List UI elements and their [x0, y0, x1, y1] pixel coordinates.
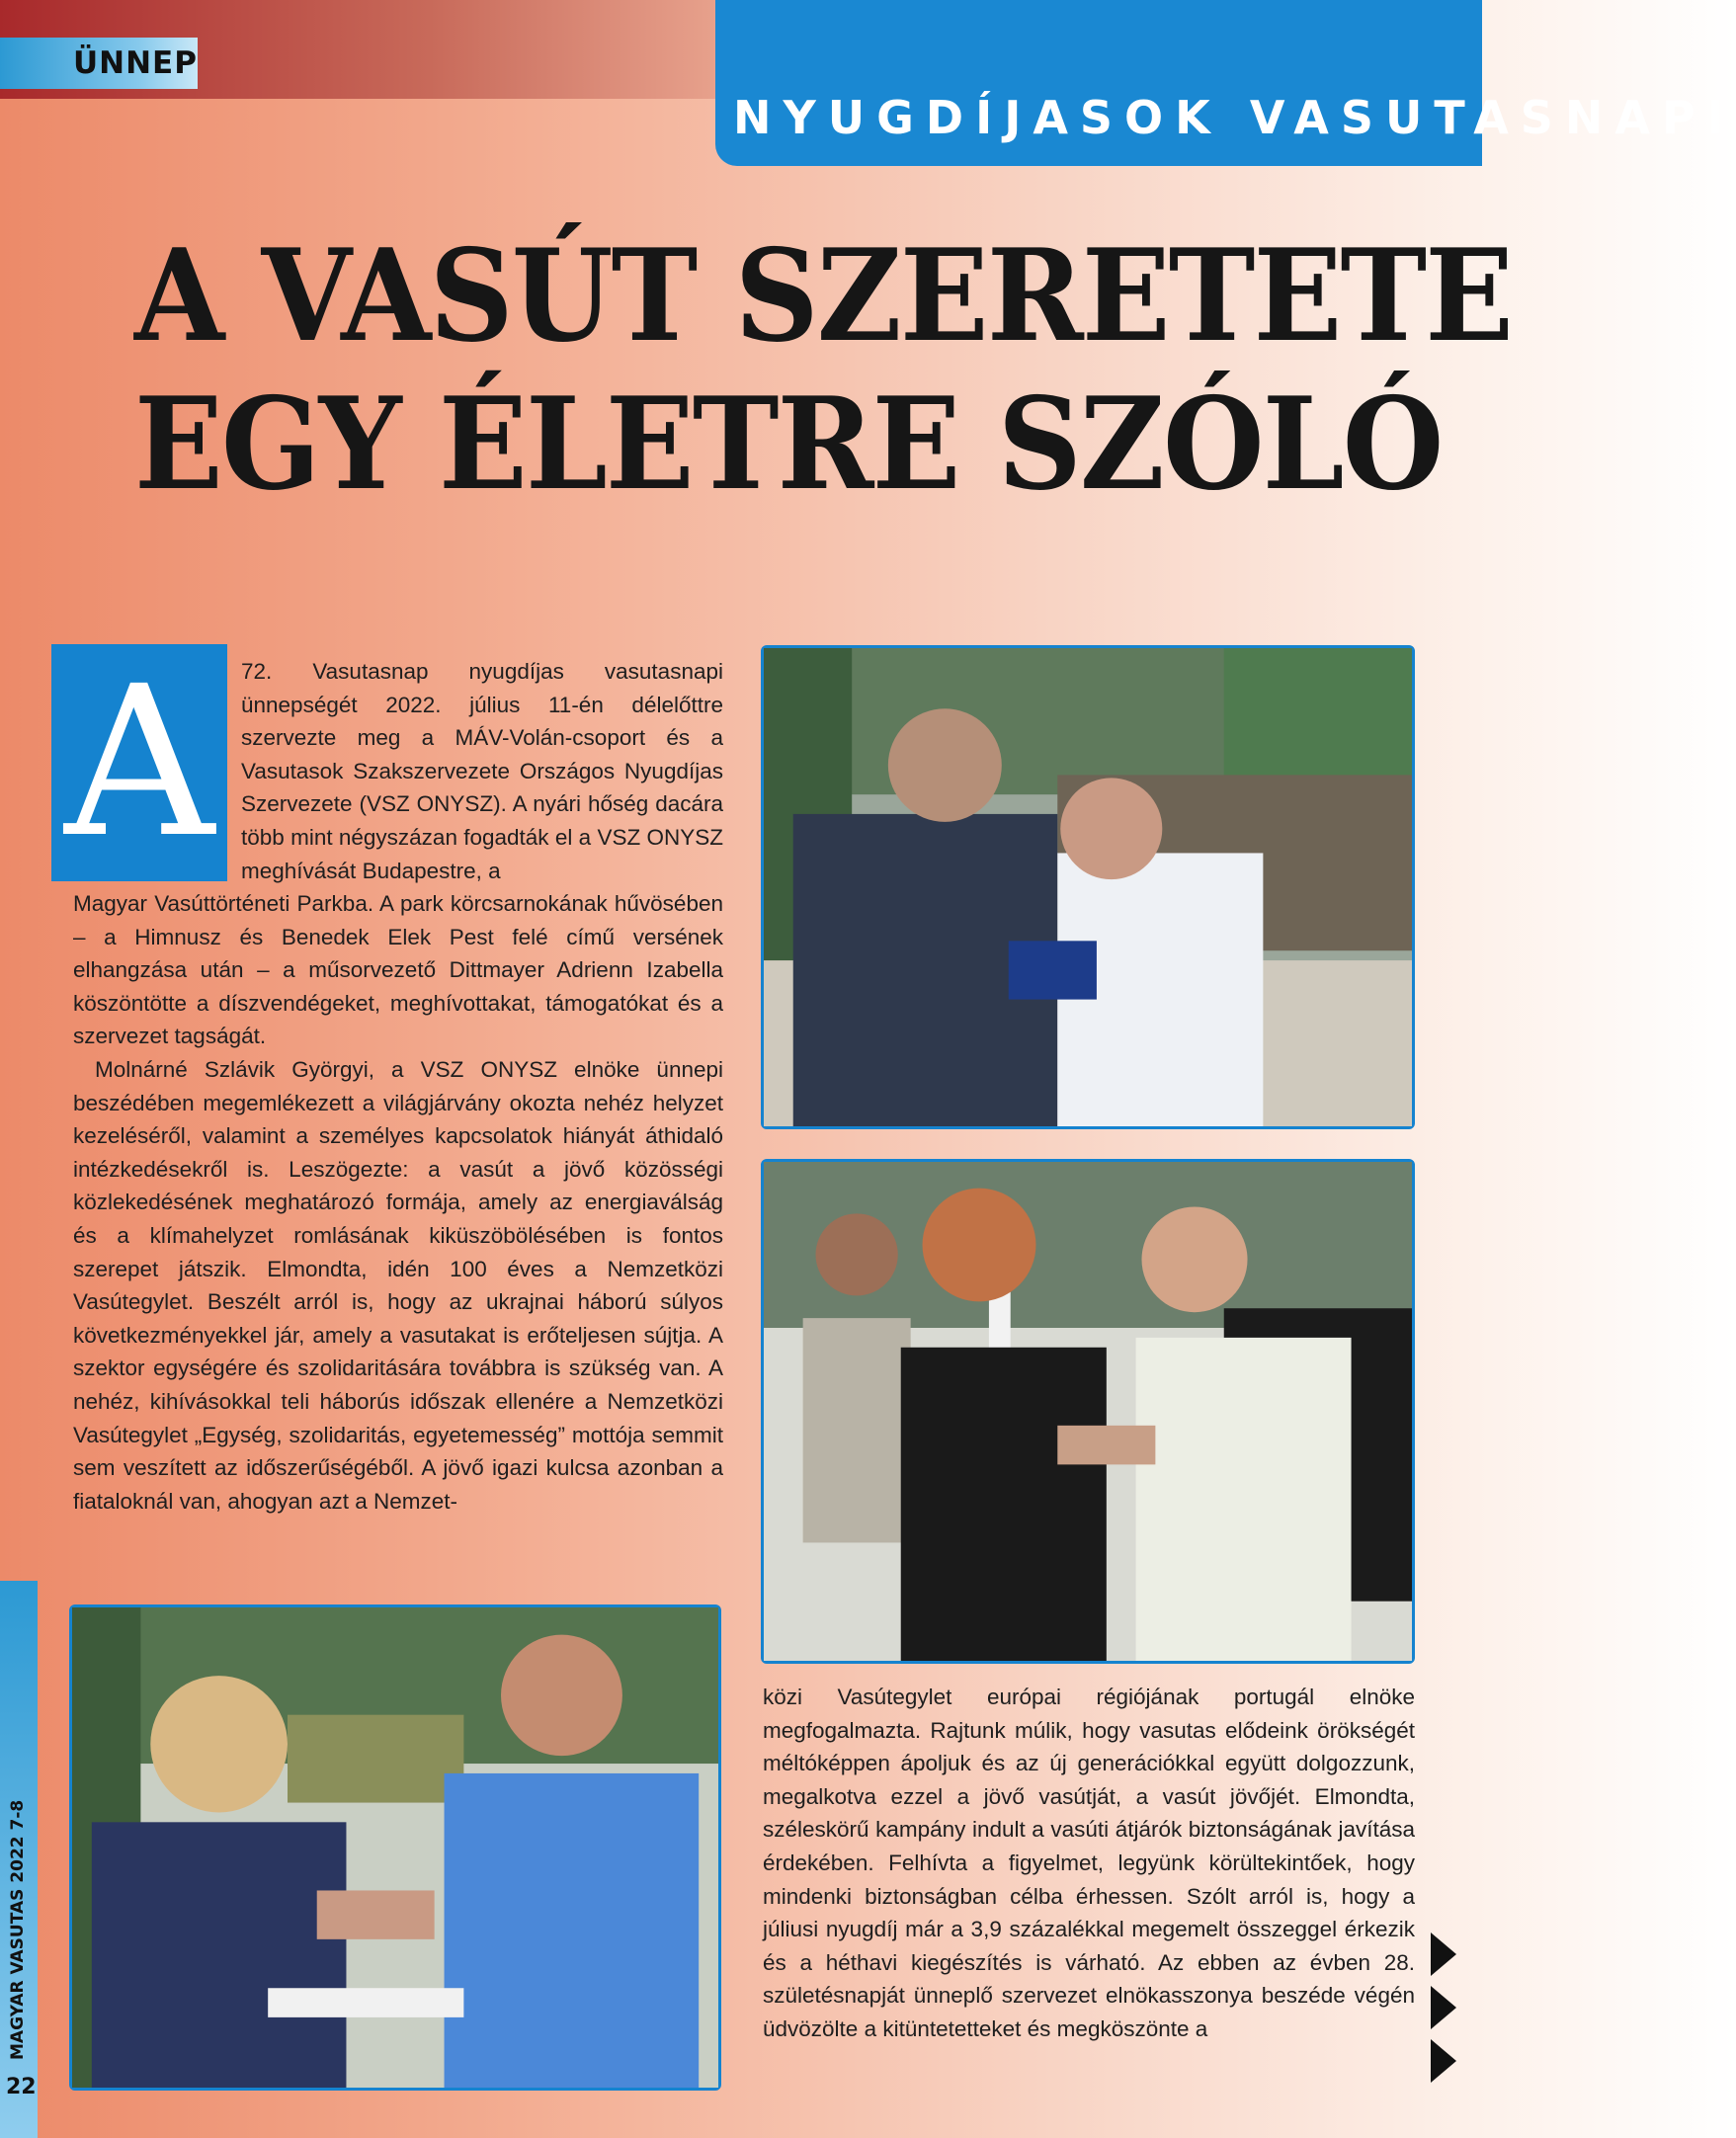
page-number: 22: [6, 2075, 37, 2099]
photo-award-handover-3: [69, 1604, 721, 2091]
drop-cap: A: [51, 644, 227, 881]
article-intro-continued: Magyar Vasúttörténeti Parkba. A park körcsarnokának hűvösében – a Himnusz és Benedek Elek Pest felé című versének elhangzása után – a műsorvezető Dittmayer Adrienn Izabella köszöntötte a díszvendégeket, meghívottakat, támogatókat és a szervezet tagságát.: [73, 891, 723, 1049]
photo-award-handover-2: [761, 1159, 1415, 1664]
article-continuation: közi Vasútegylet európai régiójának portugál elnöke megfogalmazta. Rajtunk múlik, hogy vasutas elődeink örökségét méltóképpen ápoljuk és az új generációkkal együtt dolgozzunk, megalkotva ezzel a jövő vasútját, a vasút jövőjét. Elmondta, széleskörű kampány indult a vasúti átjárók biztonságának javítása érdekében. Felhívta a figyelmet, legyünk körültekintőek, hogy mindenki biztonságban célba érhessen. Szólt arról is, hogy a júliusi nyugdíj már a 3,9 százalékkal megemelt összeggel érkezik és a héthavi kiegészítés is várható. Az ebben az évben 28. születésnapját ünneplő szervezet elnökasszonya beszéde végén üdvözölte a kitüntetetteket és megköszönte a: [763, 1685, 1415, 2041]
article-paragraph-2: Molnárné Szlávik Györgyi, a VSZ ONYSZ elnöke ünnepi beszédében megemlékezett a világjárvány okozta nehéz helyzet kezeléséről, valamint a személyes kapcsolatok hiányát áthidaló intézkedésekről is. Leszögezte: a vasút a jövő közösségi közlekedésének meghatározó formája, amely az energiaválság és a klímahelyzet romlásának kiküszöbölésében is fontos szerepet játszik. Elmondta, idén 100 éves a Nemzetközi Vasútegylet. Beszélt arról is, hogy az ukrajnai háború súlyos következményekkel jár, amely a vasutakat is erőteljesen sújtja. A szektor egységére és szolidaritására továbbra is szükség van. A nehéz, kihívásokkal teli háborús időszak ellenére a Nemzetközi Vasútegylet „Egység, szolidaritás, egyetemesség” mottója semmit sem veszített az időszerűségéből. A jövő igazi kulcsa azonban a fiataloknál van, ahogyan azt a Nemzet-: [73, 1056, 723, 1514]
section-tag: ÜNNEP: [0, 38, 198, 89]
article-column-1: [73, 887, 723, 1518]
article-intro: 72. Vasutasnap nyugdíjas vasutasnapi ünnepségét 2022. július 11-én délelőttre szervezte meg a MÁV-Volán-csoport és a Vasutasok Szakszervezete Országos Nyugdíjas Szervezete (VSZ ONYSZ). A nyári hőség dacára több mint négyszázan fogadták el a VSZ ONYSZ meghívását Budapestre, a: [241, 659, 723, 883]
photo-award-handover-1: [761, 645, 1415, 1129]
continue-arrow-icon: [1431, 1932, 1456, 1976]
continue-arrow-icon: [1431, 1986, 1456, 2029]
headline-line-1: A VASÚT SZERETETE: [134, 222, 1513, 370]
headline: [134, 222, 1513, 519]
publication-label: MAGYAR VASUTAS 2022 7-8: [8, 1799, 28, 2060]
headline-line-2: EGY ÉLETRE SZÓLÓ: [134, 370, 1443, 519]
continue-arrow-icon: [1431, 2039, 1456, 2083]
series-title: NYUGDÍJASOK VASUTASNAPI: [715, 0, 1482, 166]
